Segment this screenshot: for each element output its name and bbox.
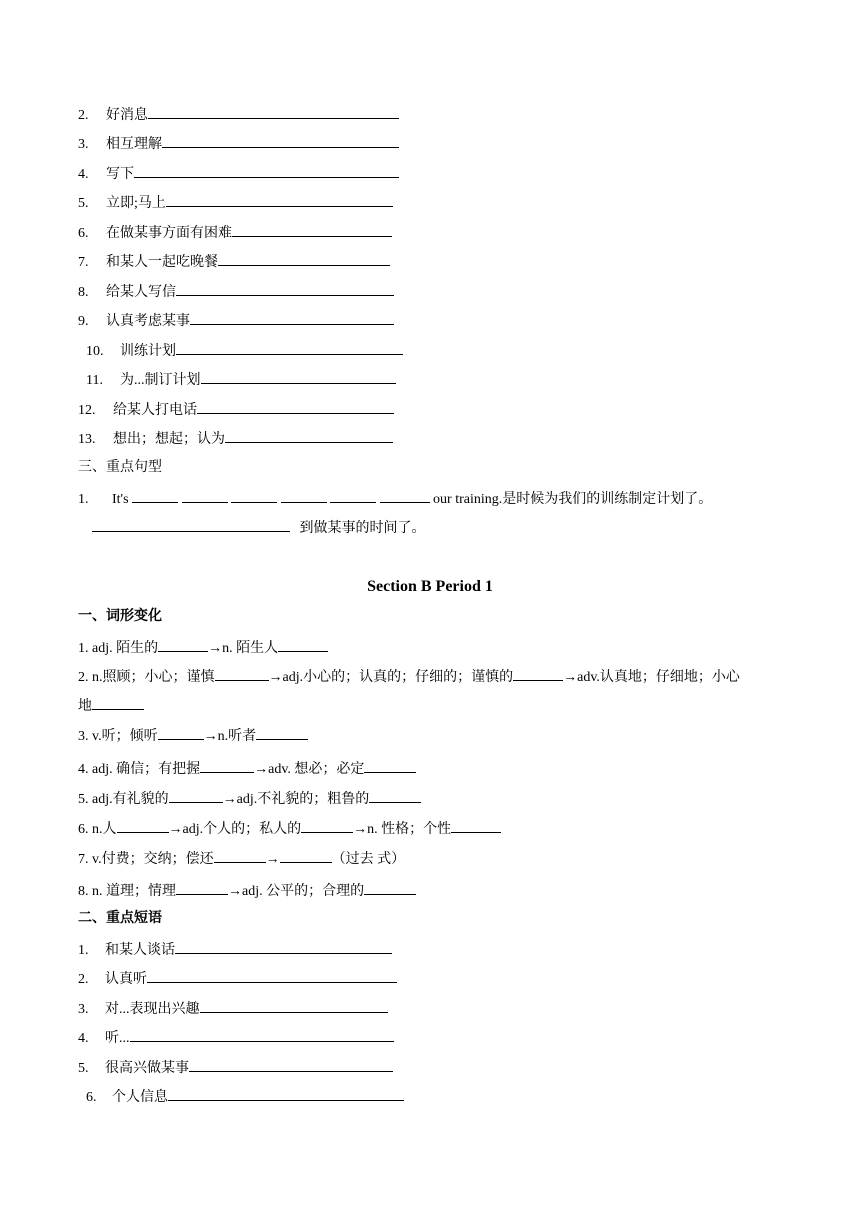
- item-number: 2.: [78, 108, 89, 123]
- item-text: （过去 式）: [331, 852, 406, 867]
- item-text: 1. adj. 陌生的: [78, 641, 159, 656]
- item-number: 2.: [78, 972, 89, 987]
- list-item: [78, 1057, 393, 1079]
- item-text: 和某人谈话: [105, 943, 175, 958]
- item-text: 相互理解: [106, 137, 162, 152]
- list-item: [78, 428, 393, 450]
- list-item: [78, 222, 392, 244]
- answer-blank[interactable]: [301, 818, 353, 833]
- word-form-item: [78, 725, 308, 747]
- answer-blank[interactable]: [148, 104, 399, 119]
- item-number: 4.: [78, 1031, 89, 1046]
- item-number: 7.: [78, 255, 89, 270]
- item-text: 6. n.人: [78, 822, 117, 837]
- answer-blank[interactable]: [278, 637, 328, 652]
- answer-blank[interactable]: [92, 517, 290, 532]
- item-text: 听...: [105, 1031, 130, 1046]
- item-text: 4. adj. 确信；有把握: [78, 762, 201, 777]
- sentence-item: [92, 517, 426, 539]
- item-number: 8.: [78, 285, 89, 300]
- item-text: →n. 陌生人: [208, 641, 279, 656]
- item-number: 13.: [78, 432, 96, 447]
- answer-blank[interactable]: [166, 192, 393, 207]
- list-item: [78, 281, 394, 303]
- item-text: 7. v.付费；交纳；偿还: [78, 852, 214, 867]
- word-form-item: [78, 880, 416, 902]
- answer-blank[interactable]: [169, 788, 223, 803]
- item-number: 11.: [86, 373, 103, 388]
- section-heading: 三、重点句型: [78, 460, 162, 475]
- list-item: [78, 104, 399, 126]
- answer-blank[interactable]: [176, 340, 403, 355]
- item-text: 给某人写信: [106, 285, 176, 300]
- item-text: →: [265, 852, 280, 867]
- answer-blank[interactable]: [201, 369, 396, 384]
- item-number: 3.: [78, 1002, 89, 1017]
- answer-blank[interactable]: [175, 939, 392, 954]
- answer-blank[interactable]: [200, 758, 254, 773]
- answer-blank[interactable]: [176, 880, 228, 895]
- item-text: 好消息: [106, 108, 148, 123]
- answer-blank[interactable]: [364, 880, 416, 895]
- item-number: 1.: [78, 492, 89, 507]
- item-text: 训练计划: [120, 344, 176, 359]
- answer-blank[interactable]: [281, 488, 327, 503]
- answer-blank[interactable]: [132, 488, 178, 503]
- word-form-item: [78, 848, 405, 870]
- word-form-item: [78, 788, 421, 810]
- answer-blank[interactable]: [225, 428, 393, 443]
- item-text: →adj.不礼貌的；粗鲁的: [222, 792, 370, 807]
- list-item: [86, 369, 396, 391]
- item-text: 2. n.照顾；小心；谨慎: [78, 670, 215, 685]
- item-text: 8. n. 道理；情理: [78, 884, 176, 899]
- answer-blank[interactable]: [256, 725, 308, 740]
- answer-blank[interactable]: [190, 310, 394, 325]
- sentence-item: [78, 488, 712, 510]
- answer-blank[interactable]: [215, 666, 269, 681]
- item-text: 对...表现出兴趣: [105, 1002, 200, 1017]
- item-text: →n. 性格；个性: [353, 822, 452, 837]
- section-heading: 二、重点短语: [78, 911, 162, 926]
- answer-blank[interactable]: [214, 848, 266, 863]
- section-heading: 一、词形变化: [78, 609, 162, 624]
- list-item: [78, 310, 394, 332]
- item-number: 4.: [78, 167, 89, 182]
- answer-blank[interactable]: [513, 666, 563, 681]
- answer-blank[interactable]: [130, 1027, 394, 1042]
- answer-blank[interactable]: [330, 488, 376, 503]
- answer-blank[interactable]: [168, 1086, 404, 1101]
- item-text: →n.听者: [203, 729, 257, 744]
- answer-blank[interactable]: [197, 399, 394, 414]
- item-text: 3. v.听；倾听: [78, 729, 158, 744]
- answer-blank[interactable]: [451, 818, 501, 833]
- list-item: [86, 340, 403, 362]
- answer-blank[interactable]: [200, 998, 388, 1013]
- answer-blank[interactable]: [92, 695, 144, 710]
- list-item: [78, 998, 388, 1020]
- item-text: →adv. 想必；必定: [254, 762, 365, 777]
- item-text: 为...制订计划: [120, 373, 201, 388]
- item-number: 5.: [78, 1061, 89, 1076]
- answer-blank[interactable]: [134, 163, 399, 178]
- list-item: [78, 399, 394, 421]
- item-number: 1.: [78, 943, 89, 958]
- item-number: 9.: [78, 314, 89, 329]
- list-item: [78, 1027, 394, 1049]
- answer-blank[interactable]: [158, 725, 204, 740]
- answer-blank[interactable]: [182, 488, 228, 503]
- section-title: Section B Period 1: [367, 578, 493, 595]
- word-form-item: [78, 637, 328, 659]
- answer-blank[interactable]: [231, 488, 277, 503]
- list-item: [86, 1086, 404, 1108]
- list-item: [78, 163, 399, 185]
- answer-blank[interactable]: [158, 637, 208, 652]
- item-text: →adv.认真地；仔细地；小心: [563, 670, 740, 685]
- word-form-item: [78, 758, 416, 780]
- answer-blank[interactable]: [218, 251, 390, 266]
- answer-blank[interactable]: [117, 818, 169, 833]
- answer-blank[interactable]: [364, 758, 416, 773]
- item-text: →adj.小心的；认真的；仔细的；谨慎的: [268, 670, 514, 685]
- list-item: [78, 968, 397, 990]
- item-text: 很高兴做某事: [105, 1061, 189, 1076]
- item-text: 个人信息: [112, 1090, 168, 1105]
- sentence-lead: It's: [112, 492, 129, 507]
- list-item: [78, 133, 399, 155]
- sentence-tail: our training.是时候为我们的训练制定计划了。: [433, 492, 713, 507]
- item-text: 和某人一起吃晚餐: [106, 255, 218, 270]
- item-number: 10.: [86, 344, 104, 359]
- item-text: 在做某事方面有困难: [106, 226, 232, 241]
- answer-blank[interactable]: [280, 848, 332, 863]
- item-number: 5.: [78, 196, 89, 211]
- answer-blank[interactable]: [380, 488, 430, 503]
- answer-blank[interactable]: [176, 281, 394, 296]
- list-item: [78, 192, 393, 214]
- word-form-item: [78, 695, 144, 717]
- item-number: 6.: [86, 1090, 97, 1105]
- item-number: 6.: [78, 226, 89, 241]
- answer-blank[interactable]: [369, 788, 421, 803]
- item-text: 5. adj.有礼貌的: [78, 792, 169, 807]
- item-text: 认真听: [105, 972, 147, 987]
- word-form-item: [78, 666, 740, 688]
- item-text: 给某人打电话: [113, 403, 197, 418]
- item-text: 地: [78, 699, 92, 714]
- answer-blank[interactable]: [162, 133, 399, 148]
- word-form-item: [78, 818, 501, 840]
- item-text: 认真考虑某事: [106, 314, 190, 329]
- item-text: 写下: [106, 167, 134, 182]
- item-number: 12.: [78, 403, 96, 418]
- item-number: 3.: [78, 137, 89, 152]
- answer-blank[interactable]: [232, 222, 392, 237]
- item-text: →adj.个人的；私人的: [168, 822, 302, 837]
- item-text: 立即;马上: [106, 196, 166, 211]
- answer-blank[interactable]: [147, 968, 397, 983]
- sentence-tail: 到做某事的时间了。: [299, 521, 426, 536]
- item-text: 想出；想起；认为: [113, 432, 225, 447]
- list-item: [78, 939, 392, 961]
- item-text: →adj. 公平的；合理的: [228, 884, 365, 899]
- list-item: [78, 251, 390, 273]
- answer-blank[interactable]: [189, 1057, 393, 1072]
